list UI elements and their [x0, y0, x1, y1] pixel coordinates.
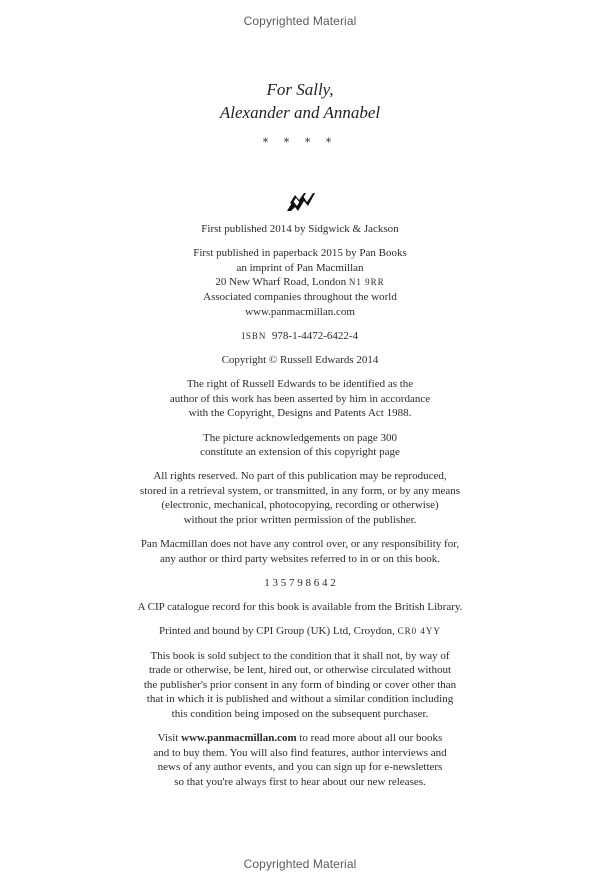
publisher-website-link[interactable]: www.panmacmillan.com: [181, 732, 297, 745]
copyright-watermark-bottom: Copyrighted Material: [243, 857, 357, 871]
dedication-line: For Sally,: [266, 80, 334, 99]
right-asserted: The right of Russell Edwards to be identified as the author of this work has been asserted by him in accordance with the Copyright, Designs and Patents Act 1988.: [169, 378, 431, 420]
section-separator: * * * *: [262, 136, 338, 149]
picture-acknowledgements: The picture acknowledgements on page 300 constitute an extension of this copyright page: [200, 431, 400, 459]
publisher-logo-icon: [286, 192, 316, 212]
copyright-notice: Copyright © Russell Edwards 2014: [221, 353, 379, 366]
sold-subject-condition: This book is sold subject to the condition that it shall not, by way of trade or otherwise, be lent, hired out, or otherwise circulated without the publisher's prior consent in any form of binding or cover other than that in which it is published and without a similar condition including this condition being imposed on the subsequent purchaser.: [143, 649, 457, 720]
printer-info: Printed and bound by CPI Group (UK) Ltd, Croydon, CR0 4YY: [159, 625, 441, 638]
copyright-watermark-top: Copyrighted Material: [243, 14, 357, 28]
print-line: 1 3 5 7 9 8 6 4 2: [264, 577, 336, 590]
first-published: First published 2014 by Sidgwick & Jackson: [201, 223, 399, 235]
copyright-block: [100, 222, 500, 799]
cip-record: A CIP catalogue record for this book is available from the British Library.: [137, 601, 463, 614]
rights-reserved: All rights reserved. No part of this publication may be reproduced, stored in a retrieval system, or transmitted, in any form, or by any means (electronic, mechanical, photocopying, recording or otherwise) without the prior written permission of the publisher.: [139, 470, 461, 527]
dedication: [0, 78, 600, 124]
paperback-info: First published in paperback 2015 by Pan Books an imprint of Pan Macmillan 20 New Wharf Road, London N1 9RR Associated companies throughout the world www.panmacmillan.com: [193, 247, 407, 318]
third-party-disclaimer: Pan Macmillan does not have any control over, or any responsibility for, any author or third party websites referred to in or on this book.: [140, 538, 460, 565]
visit-website: Visit www.panmacmillan.com to read more about all our books and to buy them. You will also find features, author interviews and news of any author events, and you can sign up for e-newsletters so that you're always first to hear about our new releases.: [153, 732, 447, 788]
dedication-line: Alexander and Annabel: [219, 103, 381, 122]
isbn: ISBN 978-1-4472-6422-4: [241, 329, 359, 342]
